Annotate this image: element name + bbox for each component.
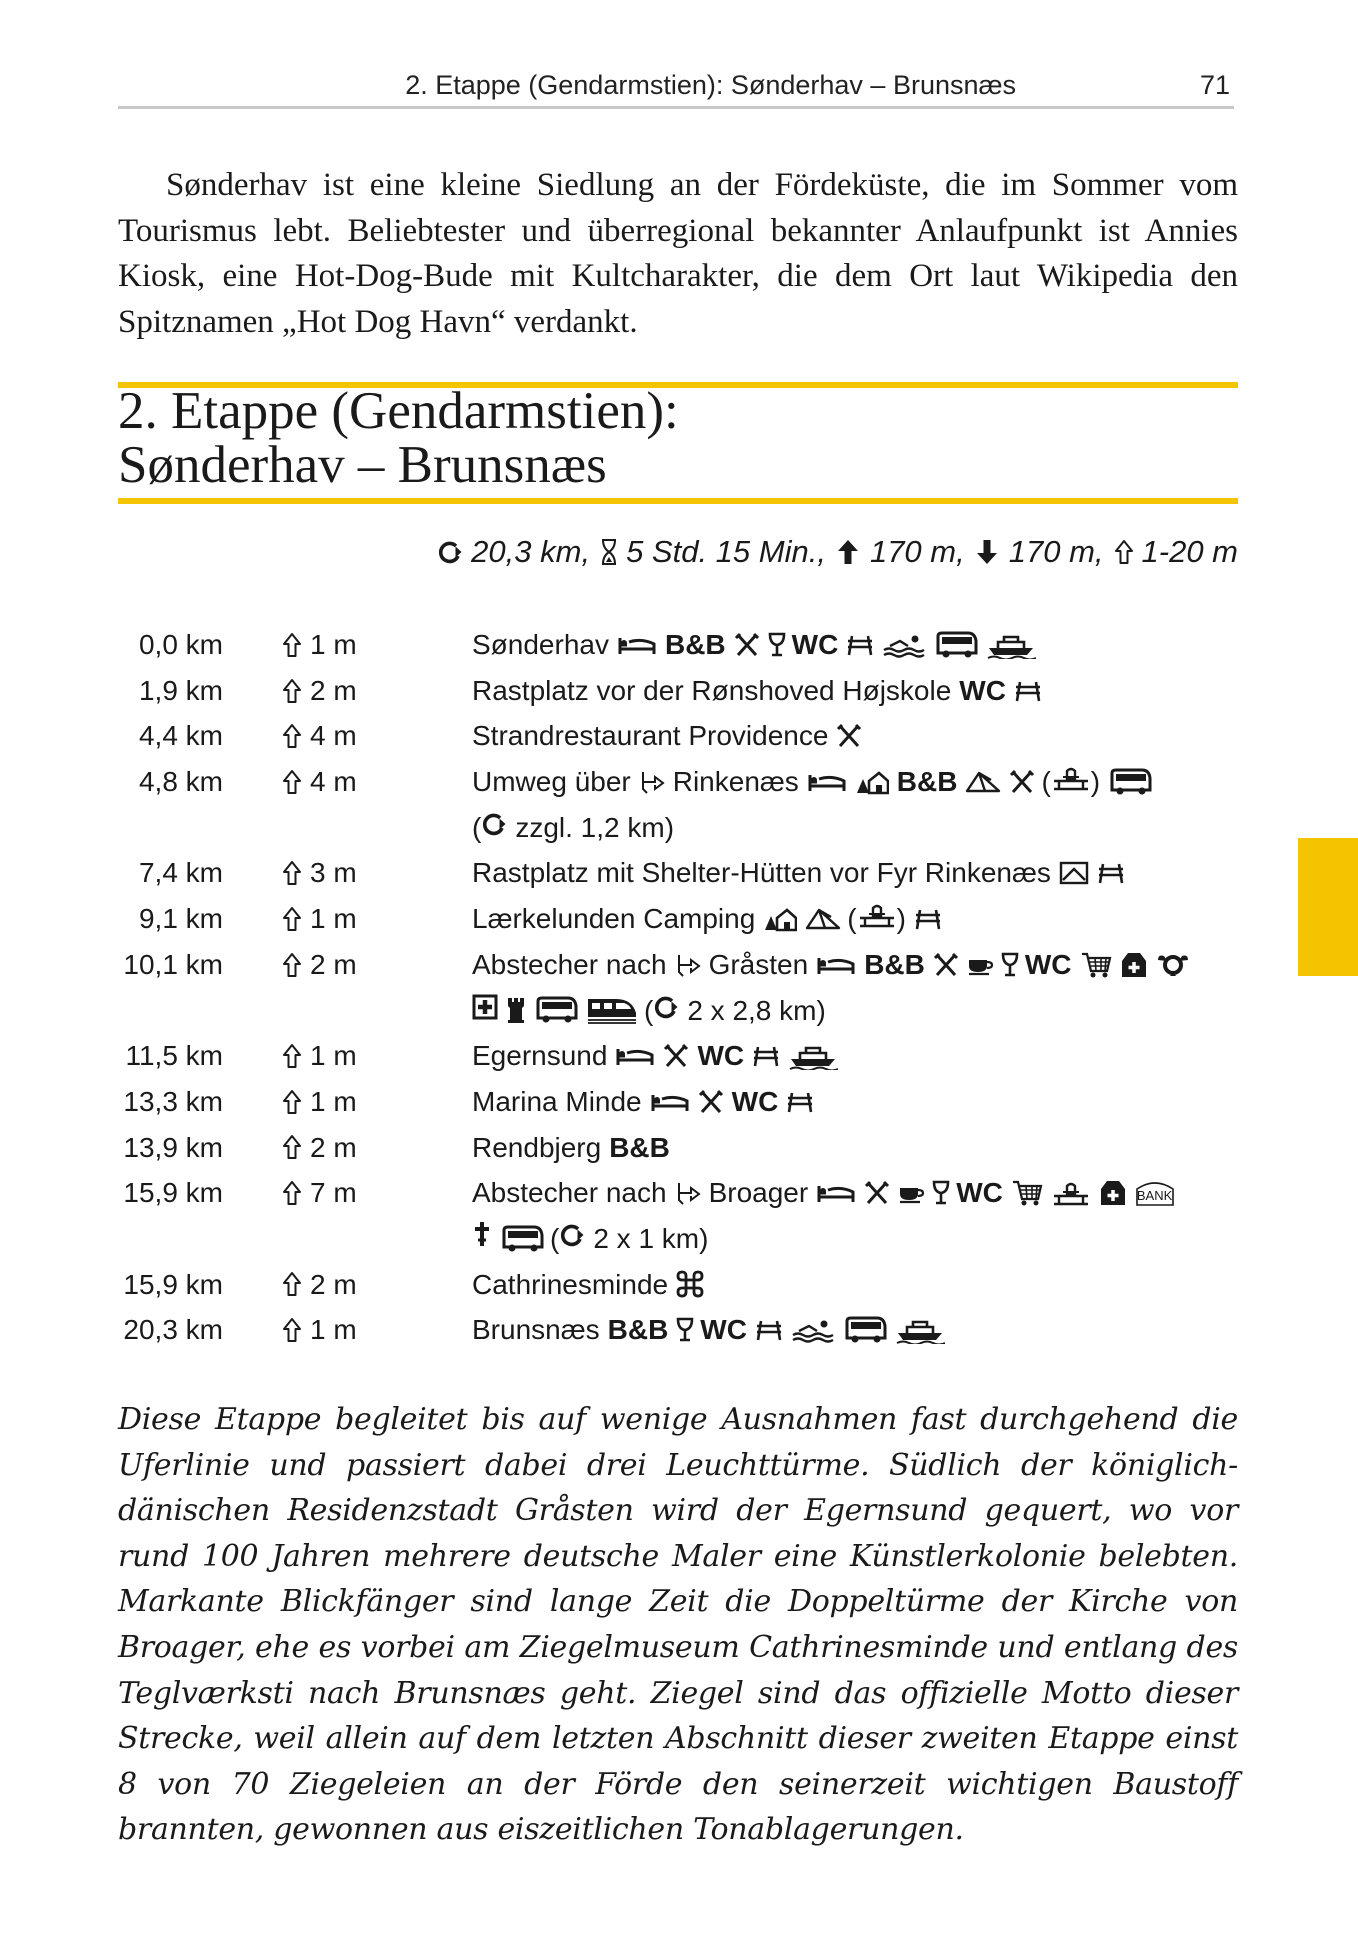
first-aid-icon: [472, 994, 498, 1020]
picnic-table-icon: [914, 907, 942, 931]
waypoint-extra: 2 x 2,8 km): [687, 994, 826, 1026]
waypoint-km: 4,8 km: [138, 766, 223, 798]
waypoint-row: 9,1 km 1 m Lærkelunden Camping ( ): [118, 896, 1238, 942]
swimming-icon: [791, 1317, 835, 1343]
pharmacy-icon: [1120, 951, 1148, 979]
detour-icon: [675, 952, 701, 978]
bb-label: B&B: [896, 766, 958, 798]
waypoint-extra: zzgl. 1,2 km): [515, 811, 675, 843]
waypoint-altitude: 1 m: [310, 903, 357, 935]
waypoint-altitude: 2 m: [310, 674, 357, 706]
wc-label: WC: [1024, 948, 1072, 980]
waypoint-name: Rastplatz vor der Rønshoved Højskole: [472, 674, 952, 706]
hourglass-icon: [600, 538, 618, 566]
waypoint-altitude: 4 m: [310, 720, 357, 752]
shelter-icon: [1059, 860, 1089, 886]
waypoint-km: 13,3 km: [123, 1085, 223, 1117]
bar-glass-icon: [768, 632, 786, 658]
wc-label: WC: [956, 1177, 1003, 1209]
picnic-table-icon: [846, 633, 874, 657]
restaurant-icon: [734, 632, 760, 658]
cafe-cup-icon: [967, 954, 993, 976]
camping-tent-icon: [965, 769, 1001, 795]
hotel-bed-icon: [650, 1089, 690, 1115]
waypoint-name: Sønderhav: [472, 629, 609, 660]
waypoint-km: 1,9 km: [138, 674, 223, 706]
waypoint-km: 15,9 km: [123, 1177, 223, 1209]
altitude-icon: [282, 1134, 302, 1160]
distance-loop-icon: [437, 539, 463, 565]
bus-icon: [843, 1316, 887, 1344]
shopping-cart-icon: [1080, 951, 1112, 979]
bar-glass-icon: [676, 1317, 694, 1343]
chapter-thumb-tab: [1298, 838, 1358, 976]
altitude-icon: [282, 1043, 302, 1069]
picnic-table-icon: [752, 1044, 780, 1068]
wc-label: WC: [700, 1314, 747, 1346]
kiosk-icon: [857, 902, 897, 928]
bb-label: B&B: [864, 948, 925, 980]
bb-label: B&B: [607, 1314, 669, 1346]
running-header: [118, 70, 1234, 109]
camping-tent-icon: [805, 906, 841, 932]
distance-loop-icon: [481, 811, 507, 837]
ferry-icon: [788, 1042, 838, 1070]
waypoint-altitude: 2 m: [310, 948, 357, 980]
kiosk-icon: [1051, 765, 1091, 791]
cafe-cup-icon: [898, 1182, 924, 1204]
restaurant-icon: [864, 1180, 890, 1206]
waypoint-altitude: 2 m: [310, 1131, 357, 1163]
altitude-icon: [282, 769, 302, 795]
picnic-table-icon: [755, 1318, 783, 1342]
altitude-icon: [282, 1317, 302, 1343]
waypoint-prefix: Umweg über: [472, 766, 631, 798]
waypoint-name: Rinkenæs: [672, 766, 799, 798]
bus-icon: [1108, 768, 1152, 796]
bb-label: B&B: [664, 629, 726, 660]
train-icon: [586, 995, 638, 1025]
waypoint-km: 11,5 km: [125, 1040, 223, 1072]
kiosk-icon: [1051, 1180, 1091, 1206]
waypoint-name: Broager: [708, 1177, 809, 1209]
waypoint-row: [118, 1033, 1238, 1079]
church-cross-icon: [472, 1220, 492, 1248]
wc-label: WC: [697, 1040, 745, 1072]
altitude-icon: [282, 860, 302, 886]
hotel-bed-icon: [816, 1180, 856, 1206]
restaurant-icon: [836, 723, 862, 749]
altitude-arrow-icon: [1114, 539, 1134, 565]
detour-icon: [675, 1180, 701, 1206]
waypoint-table: [118, 622, 1238, 1353]
waypoint-name: Brunsnæs: [472, 1314, 600, 1346]
bb-label: B&B: [609, 1131, 670, 1163]
waypoint-name: Rastplatz mit Shelter-Hütten vor Fyr Rinkenæs: [472, 857, 1051, 889]
waypoint-km: 0,0 km: [138, 629, 223, 660]
picnic-table-icon: [1097, 861, 1125, 885]
post-office-icon: [1156, 952, 1190, 978]
waypoint-row: [118, 713, 1238, 759]
shopping-cart-icon: [1011, 1179, 1043, 1207]
waypoint-row: 10,1 km 2 m Abstecher nach Gråsten B&B WC ( 2 x 2,8 km): [118, 942, 1238, 1033]
waypoint-name: Gråsten: [708, 948, 809, 980]
stage-title-line2: Sønderhav – Brunsnæs: [118, 436, 607, 494]
waypoint-km: 4,4 km: [138, 720, 223, 752]
waypoint-km: 13,9 km: [123, 1131, 223, 1163]
waypoint-km: 10,1 km: [123, 948, 223, 980]
waypoint-row: [118, 1125, 1238, 1171]
waypoint-name: Strandrestaurant Providence: [472, 720, 829, 752]
bus-icon: [934, 631, 978, 659]
stat-distance: 20,3 km,: [471, 534, 591, 569]
title-bottom-rule: [118, 498, 1238, 504]
distance-loop-icon: [559, 1222, 585, 1248]
waypoint-altitude: 1 m: [310, 1314, 357, 1346]
restaurant-icon: [1009, 769, 1035, 795]
stat-descent: 170 m,: [1008, 534, 1104, 569]
descent-arrow-icon: [975, 538, 999, 566]
altitude-icon: [282, 632, 302, 658]
waypoint-prefix: Abstecher nach: [472, 1177, 667, 1209]
ferry-icon: [895, 1316, 945, 1344]
waypoint-name: Marina Minde: [472, 1085, 642, 1117]
waypoint-name: Rendbjerg: [472, 1131, 602, 1163]
waypoint-prefix: Abstecher nach: [472, 948, 667, 980]
stat-altitude: 1-20 m: [1141, 534, 1238, 569]
altitude-icon: [282, 952, 302, 978]
waypoint-row: 15,9 km 7 m Abstecher nach Broager WC BANK ( 2 x 1 km): [118, 1170, 1238, 1261]
picnic-table-icon: [1014, 679, 1042, 703]
waypoint-row: [118, 622, 1238, 668]
altitude-icon: [282, 1089, 302, 1115]
page-number: 71: [1199, 70, 1230, 100]
waypoint-row: [118, 1079, 1238, 1125]
waypoint-km: 20,3 km: [123, 1314, 223, 1346]
waypoint-altitude: 4 m: [310, 766, 357, 798]
waypoint-extra: 2 x 1 km): [593, 1222, 709, 1254]
waypoint-km: 7,4 km: [138, 857, 223, 889]
museum-icon: [676, 1270, 704, 1298]
hostel-icon: [855, 769, 889, 795]
waypoint-altitude: 2 m: [310, 1268, 357, 1300]
stat-duration: 5 Std. 15 Min.,: [626, 534, 826, 569]
hotel-bed-icon: [617, 632, 657, 658]
waypoint-name: Cathrinesminde: [472, 1268, 669, 1300]
pharmacy-icon: [1099, 1179, 1127, 1207]
ferry-icon: [986, 631, 1036, 659]
altitude-icon: [282, 906, 302, 932]
bus-icon: [534, 996, 578, 1024]
waypoint-row: [118, 1262, 1238, 1308]
altitude-icon: [282, 1180, 302, 1206]
bank-icon: [1135, 1179, 1175, 1207]
waypoint-altitude: 3 m: [310, 857, 357, 889]
wc-label: WC: [959, 674, 1006, 706]
altitude-icon: [282, 723, 302, 749]
hotel-bed-icon: [816, 952, 856, 978]
hotel-bed-icon: [615, 1043, 655, 1069]
wc-label: WC: [731, 1085, 779, 1117]
stat-ascent: 170 m,: [869, 534, 965, 569]
swimming-icon: [882, 632, 926, 658]
waypoint-km: 9,1 km: [138, 903, 223, 935]
waypoint-row: [118, 850, 1238, 896]
detour-icon: [639, 769, 665, 795]
waypoint-row: [118, 668, 1238, 714]
bank-label: BANK: [1136, 1188, 1173, 1204]
stage-title: [118, 384, 679, 492]
altitude-icon: [282, 1271, 302, 1297]
restaurant-icon: [698, 1089, 724, 1115]
hostel-icon: [763, 906, 797, 932]
waypoint-altitude: 1 m: [310, 629, 357, 660]
intro-paragraph: Sønderhav ist eine kleine Siedlung an der Fördeküste, die im Sommer vom Tourismus lebt. Beliebtester und überregional bekannter Anlaufpunkt ist Annies Kiosk, eine Hot-Dog-Bude mit Kultcharakter, die dem Ort laut Wikipedia den Spitznamen „Hot Dog Havn“ verdankt.: [118, 167, 1238, 340]
waypoint-km: 15,9 km: [123, 1268, 223, 1300]
hotel-bed-icon: [807, 769, 847, 795]
restaurant-icon: [933, 952, 959, 978]
waypoint-altitude: 7 m: [310, 1177, 357, 1209]
waypoint-row: [118, 1307, 1238, 1353]
running-header-title: 2. Etappe (Gendarmstien): Sønderhav – Brunsnæs: [405, 70, 1016, 100]
waypoint-altitude: 1 m: [310, 1085, 357, 1117]
bus-icon: [500, 1225, 544, 1253]
wc-label: WC: [791, 629, 839, 660]
stage-stats: [437, 534, 1238, 570]
restaurant-icon: [663, 1043, 689, 1069]
stage-description: Diese Etappe begleitet bis auf wenige Ausnahmen fast durchgehend die Uferlinie und passiert dabei drei Leuchttürme. Südlich der königlich-dänischen Residenzstadt Gråsten wird der Egernsund gequert, wo vor rund 100 Jahren mehrere deutsche Maler eine Künstlerkolonie belebten. Markante Blickfänger sind lange Zeit die Doppeltürme der Kirche von Broager, ehe es vorbei am Ziegelmuseum Cathrinesminde und entlang des Teglværksti nach Brunsnæs geht. Ziegel sind das offizielle Motto dieser Strecke, weil allein auf dem letzten Abschnitt dieser zweiten Etappe einst 8 von 70 Ziegeleien an der Förde den seinerzeit wichtigen Baustoff brannten, gewonnen aus eiszeitlichen Tonablagerungen.: [118, 1402, 1238, 1848]
castle-icon: [506, 996, 526, 1024]
altitude-icon: [282, 678, 302, 704]
ascent-arrow-icon: [836, 538, 860, 566]
waypoint-name: Lærkelunden Camping: [472, 903, 756, 935]
picnic-table-icon: [786, 1090, 814, 1114]
stage-title-line1: 2. Etappe (Gendarmstien):: [118, 382, 679, 440]
waypoint-row: 4,8 km 4 m Umweg über Rinkenæs B&B ( ) ( zzgl. 1,2 km): [118, 759, 1238, 850]
distance-loop-icon: [653, 994, 679, 1020]
bar-glass-icon: [932, 1180, 950, 1206]
waypoint-name: Egernsund: [472, 1040, 608, 1072]
bar-glass-icon: [1001, 952, 1019, 978]
waypoint-altitude: 1 m: [310, 1040, 357, 1072]
